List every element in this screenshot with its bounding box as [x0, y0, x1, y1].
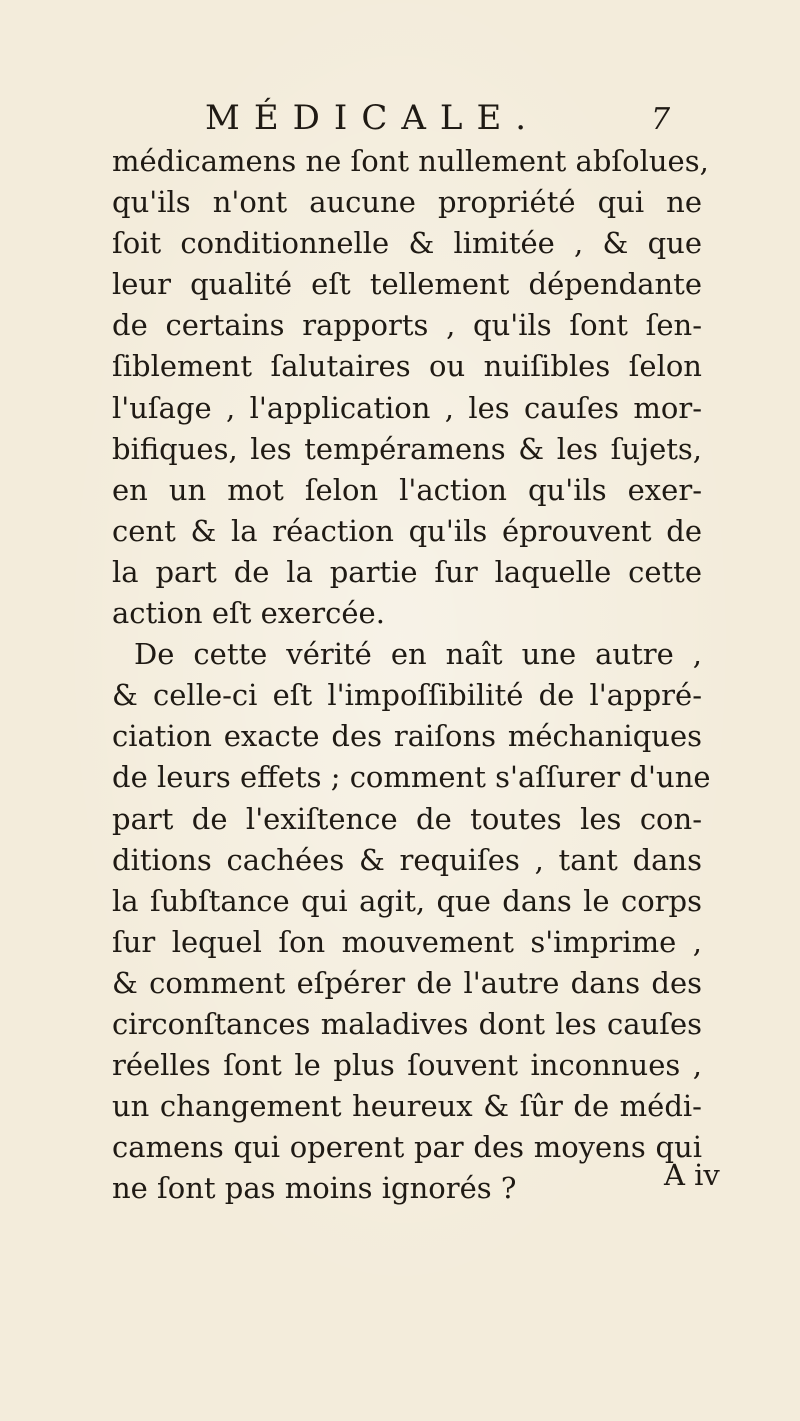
signature-mark: A iv: [664, 1158, 720, 1192]
text-line: réelles ſont le plus ſouvent inconnues ,: [112, 1048, 702, 1083]
text-line: & comment eſpérer de l'autre dans des: [112, 965, 702, 1000]
text-line: ſur lequel ſon mouvement s'imprime ,: [112, 924, 702, 959]
text-line: ditions cachées & requiſes , tant dans: [112, 842, 702, 877]
text-line: cent & la réaction qu'ils éprouvent de: [112, 513, 702, 548]
text-line: leur qualité eſt tellement dépendante: [112, 267, 702, 302]
text-line: l'uſage , l'application , les cauſes mor-: [112, 390, 702, 425]
page-number: 7: [651, 102, 671, 137]
text-line: la ſubſtance qui agit, que dans le corps: [112, 883, 702, 918]
text-line: ſoit conditionnelle & limitée , & que: [112, 226, 702, 261]
text-line: de certains rapports , qu'ils ſont ſen-: [112, 308, 702, 343]
text-line: de leurs effets ; comment s'aſſurer d'une: [112, 760, 711, 795]
text-line: médicamens ne ſont nullement abſolues,: [112, 144, 709, 178]
text-line: circonſtances maladives dont les cauſes: [112, 1006, 702, 1041]
text-line: & celle-ci eſt l'impoſſibilité de l'appré-: [112, 678, 702, 713]
body-text: [112, 141, 711, 1209]
text-line: en un mot ſelon l'action qu'ils exer-: [112, 472, 702, 507]
text-line: camens qui operent par des moyens qui: [112, 1130, 702, 1165]
text-line: bifiques, les tempéramens & les ſujets,: [112, 431, 702, 466]
text-line: action eſt exercée.: [112, 596, 385, 631]
text-line: qu'ils n'ont aucune propriété qui ne: [112, 185, 702, 220]
text-line: la part de la partie ſur laquelle cette: [112, 554, 702, 589]
text-line: un changement heureux & ſûr de médi-: [112, 1089, 702, 1124]
running-head-title: MÉDICALE.: [205, 98, 541, 138]
text-line: De cette vérité en naît une autre ,: [134, 637, 702, 672]
text-line: part de l'exiſtence de toutes les con-: [112, 801, 702, 836]
text-line: ne ſont pas moins ignorés ?: [112, 1171, 517, 1206]
text-line: ſiblement ſalutaires ou nuiſibles ſelon: [112, 349, 702, 384]
text-line: ciation exacte des raiſons méchaniques: [112, 719, 702, 754]
